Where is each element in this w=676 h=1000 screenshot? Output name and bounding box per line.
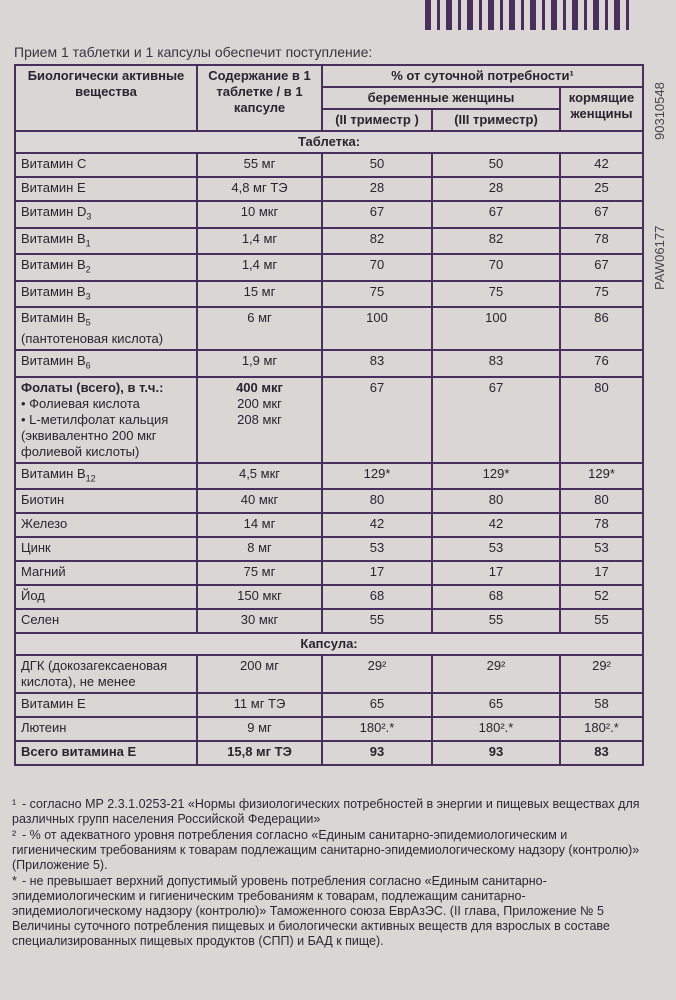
row-amount: 6 мг bbox=[197, 307, 322, 350]
row-name: Витамин E bbox=[21, 696, 86, 712]
total-amount: 15,8 мг ТЭ bbox=[197, 741, 322, 765]
table-row-folates bbox=[15, 377, 643, 463]
row-name: Цинк bbox=[21, 540, 51, 556]
row-sub: 1 bbox=[85, 238, 91, 249]
row-t3: 17 bbox=[432, 561, 560, 585]
table-row bbox=[15, 201, 643, 228]
row-sub: 2 bbox=[85, 264, 91, 275]
row-t3: 80 bbox=[432, 489, 560, 513]
row-amount: 75 мг bbox=[197, 561, 322, 585]
table-row bbox=[15, 693, 643, 717]
row-amount: 11 мг ТЭ bbox=[197, 693, 322, 717]
row-sub: 5 bbox=[85, 317, 91, 328]
table-row bbox=[15, 513, 643, 537]
tablet-rows-2 bbox=[15, 463, 643, 634]
row-lact: 52 bbox=[560, 585, 643, 609]
folates-t2: 67 bbox=[322, 377, 432, 463]
intro-text: Прием 1 таблетки и 1 капсулы обеспечит поступление: bbox=[14, 44, 373, 60]
row-name: Витамин D bbox=[21, 204, 87, 219]
barcode-graphic bbox=[425, 0, 635, 30]
row-sub: 12 bbox=[85, 473, 96, 484]
dha-t2: 29² bbox=[322, 655, 432, 693]
row-t2: 80 bbox=[322, 489, 432, 513]
table-row bbox=[15, 463, 643, 490]
row-amount: 15 мг bbox=[197, 281, 322, 308]
row-amount: 8 мг bbox=[197, 537, 322, 561]
row-name: Витамин B bbox=[21, 465, 86, 481]
row-lact: 75 bbox=[560, 281, 643, 308]
methyl-amount: 208 мкг bbox=[237, 411, 282, 427]
footnote-1 bbox=[12, 797, 642, 827]
row-t3: 67 bbox=[432, 201, 560, 228]
table-row bbox=[15, 177, 643, 201]
footnote-mark: * bbox=[12, 874, 17, 888]
row-name: Биотин bbox=[21, 492, 65, 508]
footnote-mark: ¹ bbox=[12, 797, 17, 811]
folates-name: Фолаты (всего), в т.ч.: bbox=[21, 379, 164, 395]
table-row bbox=[15, 153, 643, 177]
row-lact: 58 bbox=[560, 693, 643, 717]
header-pregnant: беременные женщины bbox=[322, 87, 560, 109]
total-t2: 93 bbox=[322, 741, 432, 765]
footnote-text: - согласно МР 2.3.1.0253-21 «Нормы физиологических потребностей в энергии и пищевых веществах для различных групп населения Российской Федерации» bbox=[12, 797, 640, 826]
folic-amount: 200 мкг bbox=[237, 395, 282, 411]
footnote-text: - не превышает верхний допустимый уровень потребления согласно «Единым санитарно-эпидемиологическим и гигиеническим требованиям к товарам, подлежащим санитарно-эпидемиологическому надзору (контролю)» Таможенного союза ЕврАзЭС. (II глава, Приложение № 5 Величины суточного потребления пищевых и биологически активных веществ для взрослых в составе специализированных пищевых продуктов (СПП) и БАД к пище). bbox=[12, 874, 610, 948]
row-name: Магний bbox=[21, 564, 66, 580]
row-amount: 30 мкг bbox=[197, 609, 322, 633]
table-row bbox=[15, 561, 643, 585]
header-substance: Биологически активные вещества bbox=[15, 65, 197, 131]
row-amount: 1,4 мг bbox=[197, 254, 322, 281]
row-t3: 129* bbox=[432, 463, 560, 490]
row-amount: 1,4 мг bbox=[197, 228, 322, 255]
section-tablet: Таблетка: bbox=[15, 131, 643, 153]
row-lact: 42 bbox=[560, 153, 643, 177]
row-t2: 83 bbox=[322, 350, 432, 377]
row-t2: 129* bbox=[322, 463, 432, 490]
row-t2: 82 bbox=[322, 228, 432, 255]
capsule-rows bbox=[15, 693, 643, 741]
row-name: Витамин B bbox=[21, 310, 86, 326]
row-lact: 78 bbox=[560, 513, 643, 537]
row-lact: 17 bbox=[560, 561, 643, 585]
total-name: Всего витамина E bbox=[15, 741, 197, 765]
dha-t3: 29² bbox=[432, 655, 560, 693]
row-t2: 55 bbox=[322, 609, 432, 633]
header-lactating: кормящие женщины bbox=[560, 87, 643, 131]
row-amount: 150 мкг bbox=[197, 585, 322, 609]
table-row bbox=[15, 350, 643, 377]
row-t3: 83 bbox=[432, 350, 560, 377]
row-t3: 53 bbox=[432, 537, 560, 561]
table-row bbox=[15, 281, 643, 308]
row-name: Витамин B bbox=[21, 352, 86, 368]
row-amount: 14 мг bbox=[197, 513, 322, 537]
row-sub: 6 bbox=[85, 360, 91, 371]
row-name: Лютеин bbox=[21, 720, 67, 736]
row-t2: 67 bbox=[322, 201, 432, 228]
table-row-total bbox=[15, 741, 643, 765]
row-amount: 40 мкг bbox=[197, 489, 322, 513]
row-t2: 100 bbox=[322, 307, 432, 350]
row-lact: 67 bbox=[560, 201, 643, 228]
row-name: Витамин B bbox=[21, 283, 86, 299]
row-lact: 80 bbox=[560, 489, 643, 513]
row-t3: 42 bbox=[432, 513, 560, 537]
row-amount: 9 мг bbox=[197, 717, 322, 741]
header-content: Содержание в 1 таблетке / в 1 капсуле bbox=[197, 65, 322, 131]
footnote-mark: ² bbox=[12, 828, 17, 842]
row-t3: 70 bbox=[432, 254, 560, 281]
row-lact: 67 bbox=[560, 254, 643, 281]
row-amount: 4,8 мг ТЭ bbox=[197, 177, 322, 201]
table-row bbox=[15, 228, 643, 255]
tablet-rows bbox=[15, 153, 643, 307]
table-row bbox=[15, 489, 643, 513]
table-row bbox=[15, 717, 643, 741]
row-t3: 75 bbox=[432, 281, 560, 308]
row-t3: 100 bbox=[432, 307, 560, 350]
folic-acid: • Фолиевая кислота bbox=[21, 395, 140, 411]
row-sub: 3 bbox=[85, 291, 91, 302]
footnote-2 bbox=[12, 828, 642, 873]
row-name: Витамин E bbox=[21, 180, 86, 195]
dha-lact: 29² bbox=[560, 655, 643, 693]
folates-lact: 80 bbox=[560, 377, 643, 463]
row-t3: 68 bbox=[432, 585, 560, 609]
folates-amount: 400 мкг bbox=[236, 379, 283, 395]
row-name: Витамин C bbox=[21, 156, 87, 171]
side-code-top: 90310548 bbox=[652, 82, 667, 140]
header-trimester-3: (III триместр) bbox=[432, 109, 560, 131]
row-t2: 75 bbox=[322, 281, 432, 308]
table-row-dha bbox=[15, 655, 643, 693]
row-t3: 55 bbox=[432, 609, 560, 633]
header-percent: % от суточной потребности¹ bbox=[322, 65, 643, 87]
row-lact: 129* bbox=[560, 463, 643, 490]
row-t2: 180².* bbox=[322, 717, 432, 741]
row-t3: 180².* bbox=[432, 717, 560, 741]
row-t2: 42 bbox=[322, 513, 432, 537]
row-lact: 25 bbox=[560, 177, 643, 201]
row-t3: 50 bbox=[432, 153, 560, 177]
side-code-bottom: PAW06177 bbox=[652, 225, 667, 290]
footnote-3 bbox=[12, 874, 642, 949]
row-extra: (пантотеновая кислота) bbox=[21, 330, 164, 346]
row-name: Селен bbox=[21, 612, 60, 628]
total-lact: 83 bbox=[560, 741, 643, 765]
folates-t3: 67 bbox=[432, 377, 560, 463]
row-lact: 86 bbox=[560, 307, 643, 350]
footnote-text: - % от адекватного уровня потребления согласно «Единым санитарно-эпидемиологическим и гигиеническим требованиям к товарам подлежащим санитарно-эпидемиологическому надзору (контролю)» (Приложение 5). bbox=[12, 828, 640, 872]
section-capsule: Капсула: bbox=[15, 633, 643, 655]
dha-amount: 200 мг bbox=[197, 655, 322, 693]
table-row bbox=[15, 537, 643, 561]
row-name: Йод bbox=[21, 588, 45, 604]
row-t2: 53 bbox=[322, 537, 432, 561]
row-lact: 78 bbox=[560, 228, 643, 255]
nutrient-table bbox=[14, 64, 644, 766]
table-row bbox=[15, 307, 643, 350]
dha-name: ДГК (докозагексаеновая кислота), не менее bbox=[15, 655, 197, 693]
row-t3: 82 bbox=[432, 228, 560, 255]
row-t2: 17 bbox=[322, 561, 432, 585]
row-lact: 76 bbox=[560, 350, 643, 377]
row-t2: 65 bbox=[322, 693, 432, 717]
table-row bbox=[15, 585, 643, 609]
row-amount: 55 мг bbox=[197, 153, 322, 177]
table-row bbox=[15, 609, 643, 633]
row-lact: 53 bbox=[560, 537, 643, 561]
row-t2: 68 bbox=[322, 585, 432, 609]
header-trimester-2: (II триместр ) bbox=[322, 109, 432, 131]
methylfolate: • L-метилфолат кальция bbox=[21, 411, 169, 427]
row-t2: 70 bbox=[322, 254, 432, 281]
row-name: Витамин B bbox=[21, 230, 86, 246]
row-t3: 65 bbox=[432, 693, 560, 717]
total-t3: 93 bbox=[432, 741, 560, 765]
row-amount: 1,9 мг bbox=[197, 350, 322, 377]
row-name: Железо bbox=[21, 516, 68, 532]
row-amount: 10 мкг bbox=[197, 201, 322, 228]
row-lact: 55 bbox=[560, 609, 643, 633]
row-t2: 28 bbox=[322, 177, 432, 201]
folate-equivalent: (эквивалентно 200 мкг фолиевой кислоты) bbox=[21, 427, 157, 459]
table-row bbox=[15, 254, 643, 281]
row-name: Витамин B bbox=[21, 257, 86, 273]
row-t3: 28 bbox=[432, 177, 560, 201]
row-lact: 180².* bbox=[560, 717, 643, 741]
row-t2: 50 bbox=[322, 153, 432, 177]
row-sub: 3 bbox=[86, 211, 92, 222]
footnotes bbox=[12, 797, 642, 950]
row-amount: 4,5 мкг bbox=[197, 463, 322, 490]
